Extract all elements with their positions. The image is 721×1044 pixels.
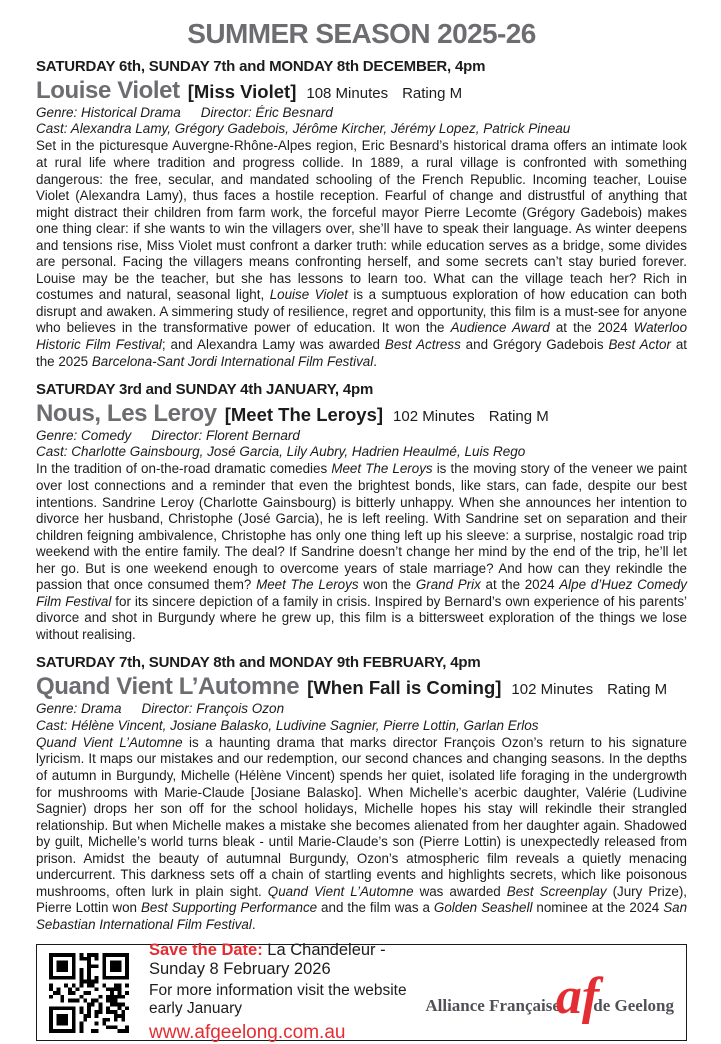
film-genre-director (36, 701, 687, 717)
film-subtitle: [Meet The Leroys] (224, 404, 384, 426)
film-section-louise-violet (36, 58, 687, 370)
film-title: Louise Violet (36, 77, 180, 104)
page-title: SUMMER SEASON 2025-26 (187, 18, 536, 49)
film-title-row (36, 673, 687, 701)
cast-text: Cast: Alexandra Lamy, Grégory Gadebois, Jérôme Kircher, Jérémy Lopez, Patrick Pineau (36, 121, 571, 137)
film-dates: SATURDAY 3rd and SUNDAY 4th JANUARY, 4pm (36, 381, 374, 399)
film-dates: SATURDAY 7th, SUNDAY 8th and MONDAY 9th FEBRUARY, 4pm (36, 654, 481, 672)
film-subtitle: [Miss Violet] (187, 81, 297, 102)
genre-text: Genre: Drama (36, 701, 122, 717)
film-duration: 108 Minutes (306, 85, 389, 102)
film-genre-director (36, 105, 687, 121)
film-section-quand-vient-lautomne (36, 654, 687, 933)
footer-text (149, 941, 425, 1044)
film-synopsis: In the tradition of on-the-road dramatic comedies Meet The Leroys is the moving story of the veneer we paint over lost connections and a reminder that even the brightest bonds, like stars, can fade, despite our best intentions. Sandrine Leroy (Charlotte Gainsbourg) is bitterly unhappy. When she announces her intention to divorce her husband, Christophe (José Garcia), he is left reeling. With Sandrine set on separation and their children feigning ambivalence, Christophe has only one thing left up his sleeve: a surprise, nostalgic road trip weekend with the entire family. The deal? If Sandrine doesn’t change her mind by the end of the trip, he’ll let her go. But is one weekend enough to overcome years of stale marriage? And how can they rekindle the passion that once consumed them? Meet The Leroys won the Grand Prix at the 2024 Alpe d’Huez Comedy Film Festival for its sincere depiction of a family in crisis. Inspired by Bernard’s own experience of his parents’ divorce and shot in Burgundy where he grew up, this film is a bittersweet exploration of the things we lose without realising. (36, 461, 688, 642)
film-title-row (36, 400, 687, 428)
film-dates: SATURDAY 6th, SUNDAY 7th and MONDAY 8th DECEMBER, 4pm (36, 58, 486, 75)
logo-right-text: de Geelong (593, 996, 674, 1016)
film-synopsis: Set in the picturesque Auvergne-Rhône-Alpes region, Eric Besnard’s historical drama offers an intimate look at rural life where tradition and progress collide. In 1889, a rural village is confronted with something dangerous: the free, secular, and mandated schooling of the French Republic. Incoming teacher, Louise Violet (Alexandra Lamy), thus faces a hostile reception. Fearful of change and distrustful of anything that might distract their children from farm work, the forceful mayor Pierre Lecomte (Grégory Gadebois) makes one thing clear: if she wants to win the villagers over, she’ll have to speak their language. As winter deepens and tensions rise, Miss Violet must confront a darker truth: while education serves as a bridge, some divides are personal. Facing the villagers means confronting herself, and some secrets can’t stay buried forever. Louise may be the teacher, but she has lessons to learn too. What can the village teach her? Rich in costumes and natural, seasonal light, Louise Violet is a sumptuous exploration of how education can both disrupt and awaken. A simmering study of resilience, regret and opportunity, this film is a must-see for anyone who believes in the transformative power of education. It won the Audience Award at the 2024 Waterloo Historic Film Festival; and Alexandra Lamy was awarded Best Actress and Grégory Gadebois Best Actor at the 2025 Barcelona-Sant Jordi International Film Festival. (36, 138, 688, 369)
genre-text: Genre: Comedy (36, 428, 132, 444)
film-title: Quand Vient L’Automne (36, 673, 300, 701)
director-text: Director: Éric Besnard (200, 105, 333, 120)
logo-left-text: Alliance Française (425, 996, 560, 1016)
qr-code (49, 953, 129, 1033)
film-duration: 102 Minutes (511, 681, 594, 699)
save-date-label: Save the Date: (149, 941, 263, 960)
film-section-nous-les-leroy (36, 381, 687, 643)
save-date-line (149, 941, 425, 979)
website-link[interactable]: www.afgeelong.com.au (149, 1022, 346, 1044)
info-text: For more information visit the website early January (149, 982, 407, 1018)
film-synopsis: Quand Vient L’Automne is a haunting drama that marks director François Ozon’s return to his signature lyricism. It maps our mistakes and our redemption, our second chances and changing seasons. In the depths of autumn in Burgundy, Michelle (Hélène Vincent) spends her quiet, isolated life foraging in the undergrowth for mushrooms with Marie-Claude [Josiane Balasko]. When Michelle’s acerbic daughter, Valérie (Ludivine Sagnier) drops her son off for the school holidays, Michelle hopes his stay will rekindle their strangled relationship. But when Michelle makes a mistake she becomes alienated from her daughter again. Shadowed by guilt, Michelle’s world turns bleak - until Marie-Claude’s son (Pierre Lottin) is unexpectedly released from prison. Amidst the beauty of autumnal Burgundy, Ozon’s atmospheric film reveals a quietly menacing undercurrent. This darkness sets off a chain of startling events and highlights secrets, which like poisonous mushrooms, often lurk in plain sight. Quand Vient L’Automne was awarded Best Screenplay (Jury Prize), Pierre Lottin won Best Supporting Performance and the film was a Golden Seashell nominee at the 2024 San Sebastian International Film Festival. (36, 734, 688, 932)
save-date-text: La Chandeleur - Sunday 8 February 2026 (149, 941, 386, 979)
film-duration: 102 Minutes (393, 408, 475, 426)
film-title-row (36, 77, 687, 105)
film-subtitle: [When Fall is Coming] (307, 677, 502, 699)
genre-text: Genre: Historical Drama (36, 105, 181, 120)
footer-box (36, 941, 687, 1044)
director-text: Director: François Ozon (141, 701, 285, 717)
film-rating: Rating M (488, 408, 549, 426)
af-logo: Alliance Française af de Geelong (425, 968, 674, 1026)
film-genre-director (36, 428, 687, 444)
film-rating: Rating M (607, 681, 668, 699)
director-text: Director: Florent Bernard (151, 428, 300, 444)
film-title: Nous, Les Leroy (36, 400, 217, 428)
film-rating: Rating M (402, 85, 463, 102)
cast-text: Cast: Charlotte Gainsbourg, José Garcia, Lily Aubry, Hadrien Heaulmé, Luis Rego (36, 444, 526, 460)
cast-text: Cast: Hélène Vincent, Josiane Balasko, Ludivine Sagnier, Pierre Lottin, Garlan Erlos (36, 717, 539, 733)
